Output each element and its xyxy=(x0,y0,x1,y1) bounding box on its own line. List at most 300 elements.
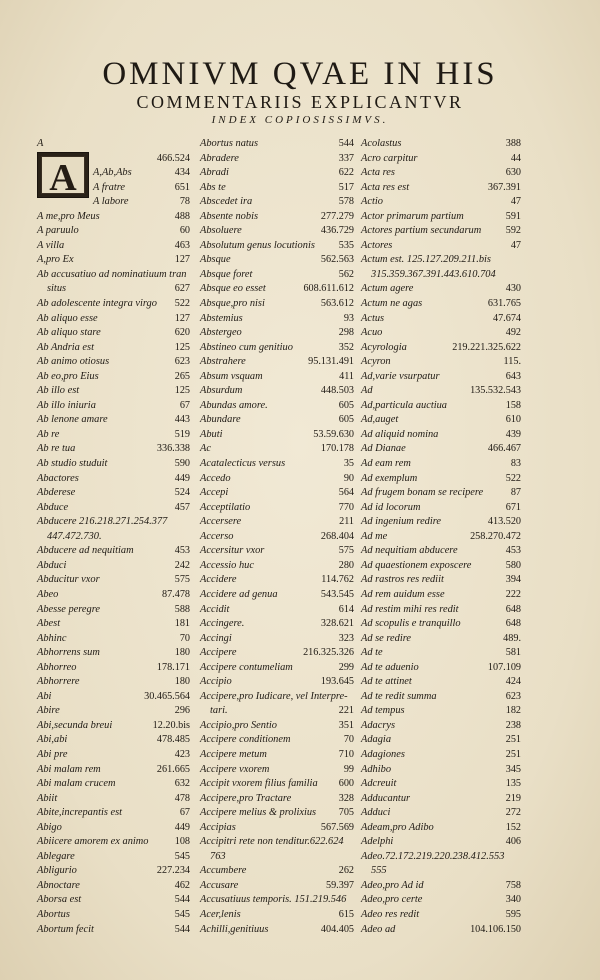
index-entry xyxy=(361,166,521,181)
index-term: Actus xyxy=(361,312,385,324)
page-reference: 466.524 xyxy=(156,152,190,164)
index-term: Abire xyxy=(37,705,60,717)
index-entry xyxy=(200,806,354,821)
page-reference: 328.621 xyxy=(320,618,354,630)
index-term: Abortus natus xyxy=(200,138,259,149)
index-term: Accipit vxorem filius familia xyxy=(200,778,318,790)
page-reference: 466.467 xyxy=(487,443,521,455)
index-entry xyxy=(361,835,521,850)
index-entry xyxy=(37,312,190,327)
index-entry xyxy=(37,850,190,865)
index-entry xyxy=(37,806,190,821)
index-entry xyxy=(37,486,190,501)
page-reference: 563.612 xyxy=(320,298,354,310)
page-reference: 575 xyxy=(174,574,190,586)
page-reference: 107.109 xyxy=(487,661,521,673)
drop-cap-letter: A xyxy=(49,157,77,199)
index-entry xyxy=(200,137,354,152)
index-term: Accipere metum xyxy=(200,748,267,760)
page-reference: 449 xyxy=(174,472,190,484)
index-entry xyxy=(361,763,521,778)
index-entry xyxy=(361,675,521,690)
index-entry xyxy=(361,646,521,661)
index-term: Ab illo iniuria xyxy=(37,399,96,411)
page-reference: 70 xyxy=(179,632,190,644)
page-reference: 406 xyxy=(505,836,521,848)
index-term: Actor primarum partium xyxy=(361,210,464,222)
index-term: Absque,pro nisi xyxy=(200,298,265,310)
index-term: Abducere 216.218.271.254.377 xyxy=(37,516,168,528)
page-reference: 581 xyxy=(505,647,521,659)
index-term: Actio xyxy=(361,196,383,208)
index-entry xyxy=(37,646,190,661)
page-reference: 127 xyxy=(174,312,190,324)
index-term: Ad scopulis e tranquillo xyxy=(361,618,461,630)
index-term: Ad te aduenio xyxy=(361,661,419,673)
index-entry xyxy=(37,661,190,676)
index-term: Adelphi xyxy=(361,836,394,848)
page-reference: 219.221.325.622 xyxy=(452,341,521,353)
index-term: Accipere vxorem xyxy=(200,763,270,775)
index-entry xyxy=(37,442,190,457)
index-term: Ad rem auidum esse xyxy=(361,588,445,600)
index-entry xyxy=(361,253,521,268)
page-reference: 93 xyxy=(343,312,354,324)
index-term: Ab animo otiosus xyxy=(37,356,110,368)
page-reference: 242 xyxy=(174,559,190,571)
index-term: Ab eo,pro Eius xyxy=(37,370,99,382)
index-entry xyxy=(37,530,190,545)
page-reference: 492 xyxy=(505,327,521,339)
index-entry xyxy=(200,166,354,181)
index-entry xyxy=(37,195,190,210)
page-reference: 453 xyxy=(505,545,521,557)
index-term: Achilli,genitiuus xyxy=(200,923,269,935)
index-term: Abducere ad nequitiam xyxy=(37,545,134,557)
page-reference: 608.611.612 xyxy=(303,283,354,295)
page-reference: 600 xyxy=(338,778,354,790)
page-reference: 478 xyxy=(174,792,190,804)
index-term: Ac xyxy=(200,443,211,455)
title-line-3: INDEX COPIOSISSIMVS. xyxy=(211,114,389,126)
index-entry xyxy=(200,690,354,705)
index-entry xyxy=(37,457,190,472)
index-entry xyxy=(37,210,190,225)
page-reference: 562.563 xyxy=(320,254,354,266)
index-column-3 xyxy=(361,137,521,937)
index-entry xyxy=(37,864,190,879)
page-reference: 623 xyxy=(174,356,190,368)
index-entry xyxy=(200,224,354,239)
index-term: Acceptilatio xyxy=(200,501,251,513)
index-term: Ad rastros res rediit xyxy=(361,574,444,586)
index-entry xyxy=(37,166,190,181)
index-entry xyxy=(200,719,354,734)
index-entry xyxy=(200,792,354,807)
index-entry xyxy=(37,297,190,312)
page-reference: 104.106.150 xyxy=(470,923,521,935)
index-entry xyxy=(200,370,354,385)
page-reference: 648 xyxy=(505,603,521,615)
page-reference: 262 xyxy=(338,865,354,877)
page-reference: 222 xyxy=(505,588,521,600)
index-term: Ab accusatiuo ad nominatiuum tran xyxy=(37,268,187,280)
page-reference: 127 xyxy=(174,254,190,266)
index-term: Acolastus xyxy=(361,138,402,149)
index-entry xyxy=(37,675,190,690)
index-entry xyxy=(200,312,354,327)
index-entry xyxy=(361,617,521,632)
index-term: Ad restim mihi res redit xyxy=(361,603,459,615)
index-entry xyxy=(361,181,521,196)
index-entry xyxy=(200,908,354,923)
index-term: A,pro Ex xyxy=(37,254,74,266)
page-reference: 272 xyxy=(505,807,521,819)
page-reference: 449 xyxy=(174,821,190,833)
index-term: Absque eo esset xyxy=(200,283,266,295)
index-entry xyxy=(361,195,521,210)
page-reference: 221 xyxy=(338,705,354,717)
page-reference: 47.674 xyxy=(492,312,521,324)
index-term: Abstemius xyxy=(200,312,243,324)
page-reference: 453 xyxy=(174,545,190,557)
page-reference: 436.729 xyxy=(320,225,354,237)
index-entry xyxy=(37,733,190,748)
index-term: Absque foret xyxy=(200,268,253,280)
index-entry xyxy=(200,355,354,370)
page-reference: 610 xyxy=(505,414,521,426)
index-term: Accipere xyxy=(200,647,237,659)
index-term: Adeo.72.172.219.220.238.412.553 xyxy=(361,850,505,862)
index-entry xyxy=(361,603,521,618)
index-term: Accersitur vxor xyxy=(200,545,265,557)
page-reference: 489. xyxy=(503,632,521,644)
index-term: Accingere. xyxy=(200,618,245,630)
index-term: Ad,varie vsurpatur xyxy=(361,370,440,382)
index-entry xyxy=(200,239,354,254)
index-term: Accedo xyxy=(200,472,231,484)
index-term: Abortum fecit xyxy=(37,923,94,935)
page-reference: 67 xyxy=(179,399,190,411)
index-entry xyxy=(361,210,521,225)
page-reference: 261.665 xyxy=(156,763,190,775)
index-entry xyxy=(200,501,354,516)
index-term: Absolutum genus locutionis xyxy=(200,239,315,251)
page-reference: 544 xyxy=(174,923,190,935)
index-entry xyxy=(37,224,190,239)
index-entry xyxy=(200,617,354,632)
page-reference: 299 xyxy=(338,661,354,673)
index-term: Abi pre xyxy=(37,748,68,760)
page-reference: 219 xyxy=(505,792,521,804)
index-term: Ad quaestionem exposcere xyxy=(361,559,472,571)
page-reference: 462 xyxy=(174,879,190,891)
index-term: Abite,increpantis est xyxy=(37,807,123,819)
index-term: Adagia xyxy=(361,734,392,746)
page-reference: 595 xyxy=(505,908,521,920)
page-reference: 298 xyxy=(338,327,354,339)
index-term: Abeo xyxy=(37,588,59,600)
index-entry xyxy=(37,472,190,487)
page-reference: 258.270.472 xyxy=(470,530,521,542)
index-entry xyxy=(37,777,190,792)
index-entry xyxy=(37,152,190,167)
index-entry xyxy=(200,399,354,414)
index-entry xyxy=(361,792,521,807)
index-entry xyxy=(37,704,190,719)
page-reference: 522 xyxy=(174,298,190,310)
index-entry xyxy=(200,704,354,719)
page-reference: 44 xyxy=(510,152,521,164)
index-entry xyxy=(361,661,521,676)
index-entry xyxy=(361,806,521,821)
page-reference: 30.465.564 xyxy=(144,690,190,702)
index-term: Accipere,pro Tractare xyxy=(200,792,292,804)
index-term: Accepi xyxy=(200,487,229,499)
index-entry xyxy=(37,821,190,836)
index-entry xyxy=(361,428,521,443)
page-reference: 544 xyxy=(338,138,354,149)
page-reference: 351 xyxy=(338,719,354,731)
page-reference: 478.485 xyxy=(156,734,190,746)
page-reference: 488 xyxy=(174,210,190,222)
index-term: Accumbere xyxy=(200,865,247,877)
page-reference: 545 xyxy=(174,850,190,862)
index-term: Ab adolescente integra virgo xyxy=(37,298,157,310)
index-term: Accipere melius & prolixius xyxy=(200,807,317,819)
page-reference: 83 xyxy=(510,458,521,470)
page-reference: 545 xyxy=(174,908,190,920)
index-term: Adacrys xyxy=(361,719,396,731)
index-term: Ad me xyxy=(361,530,388,542)
index-entry xyxy=(200,646,354,661)
index-term: situs xyxy=(47,283,67,295)
index-entry xyxy=(361,472,521,487)
page-reference: 592 xyxy=(505,225,521,237)
index-entry xyxy=(200,544,354,559)
index-term: Ad se redire xyxy=(361,632,412,644)
index-entry xyxy=(200,282,354,297)
index-entry xyxy=(37,341,190,356)
index-entry xyxy=(200,748,354,763)
index-term: Accessio huc xyxy=(200,559,254,571)
index-term: Actores xyxy=(361,239,393,251)
index-term: Accidit xyxy=(200,603,230,615)
index-term: Abligurio xyxy=(37,865,77,877)
page-reference: 47 xyxy=(510,196,521,208)
index-entry xyxy=(37,923,190,938)
index-term: Abortus xyxy=(37,908,70,920)
page-reference: 535 xyxy=(338,239,354,251)
page-reference: 35 xyxy=(343,458,354,470)
index-term: Ad te redit summa xyxy=(361,690,437,702)
page-reference: 53.59.630 xyxy=(313,428,354,440)
index-entry xyxy=(200,181,354,196)
page-reference: 517 xyxy=(338,181,354,193)
index-entry xyxy=(200,835,354,850)
page-reference: 651 xyxy=(174,181,190,193)
index-entry xyxy=(37,413,190,428)
index-term: Acro carpitur xyxy=(361,152,418,164)
index-term: Accipio xyxy=(200,676,232,688)
page-reference: 99 xyxy=(343,763,354,775)
index-entry xyxy=(361,457,521,472)
page-reference: 543.545 xyxy=(320,588,354,600)
index-term: Aborsa est xyxy=(37,894,82,906)
page-reference: 580 xyxy=(505,559,521,571)
index-term: Acta res est xyxy=(361,181,410,193)
index-term: 315.359.367.391.443.610.704 xyxy=(371,268,496,280)
index-entry xyxy=(200,253,354,268)
index-term: Ad,auget xyxy=(361,414,399,426)
index-term: Accipere conditionem xyxy=(200,734,291,746)
index-entry xyxy=(200,326,354,341)
index-entry xyxy=(200,442,354,457)
index-entry xyxy=(200,515,354,530)
index-term: Absoluere xyxy=(200,225,242,237)
index-entry xyxy=(200,428,354,443)
page-reference: 227.234 xyxy=(156,865,190,877)
index-entry xyxy=(37,399,190,414)
index-entry xyxy=(361,312,521,327)
index-term: Abnoctare xyxy=(37,879,80,891)
index-entry xyxy=(200,268,354,283)
index-entry xyxy=(37,282,190,297)
page-reference: 424 xyxy=(505,676,521,688)
index-entry xyxy=(361,632,521,647)
page-reference: 519 xyxy=(174,428,190,440)
index-entry xyxy=(200,573,354,588)
index-entry xyxy=(37,355,190,370)
index-entry xyxy=(200,850,354,865)
index-entry xyxy=(37,690,190,705)
index-term: Absurdum xyxy=(200,385,243,397)
page-reference: 631.765 xyxy=(487,298,521,310)
index-entry xyxy=(200,893,354,908)
index-term: Ad nequitiam abducere xyxy=(361,545,458,557)
index-entry xyxy=(361,923,521,938)
index-term: Adeo res redit xyxy=(361,908,420,920)
index-entry xyxy=(37,253,190,268)
page-reference: 181 xyxy=(174,618,190,630)
index-entry xyxy=(361,370,521,385)
index-term: Abstergeo xyxy=(200,327,242,339)
index-term: Abhorreo xyxy=(37,661,77,673)
index-entry xyxy=(37,763,190,778)
page-reference: 632 xyxy=(174,778,190,790)
page-reference: 623 xyxy=(505,690,521,702)
index-entry xyxy=(37,588,190,603)
index-entry xyxy=(200,632,354,647)
index-entry xyxy=(200,457,354,472)
index-term: Abigo xyxy=(37,821,62,833)
index-term: Adduci xyxy=(361,807,391,819)
page-reference: 567.569 xyxy=(320,821,354,833)
index-entry xyxy=(200,879,354,894)
index-entry xyxy=(200,864,354,879)
page-reference: 622 xyxy=(338,167,354,179)
page-reference: 337 xyxy=(338,152,354,164)
page-reference: 277.279 xyxy=(320,210,354,222)
index-term: Ab aliquo esse xyxy=(37,312,98,324)
index-term: Ad,particula auctiua xyxy=(361,399,448,411)
index-term: Actum agere xyxy=(361,283,414,295)
index-term: Abesse peregre xyxy=(37,603,100,615)
index-entry xyxy=(37,879,190,894)
index-term: Accingi xyxy=(200,632,232,644)
index-entry xyxy=(200,661,354,676)
index-entry xyxy=(361,486,521,501)
index-entry xyxy=(361,137,521,152)
index-term: A fratre xyxy=(93,181,126,193)
index-entry xyxy=(37,137,190,152)
index-term: Adeo,pro certe xyxy=(361,894,423,906)
index-entry xyxy=(200,210,354,225)
index-term: tari. xyxy=(210,705,228,717)
index-entry xyxy=(361,559,521,574)
page-header xyxy=(0,56,600,127)
index-entry xyxy=(37,573,190,588)
page-reference: 591 xyxy=(505,210,521,222)
page-reference: 404.405 xyxy=(320,923,354,935)
page-reference: 588 xyxy=(174,603,190,615)
page-reference: 614 xyxy=(338,603,354,615)
page-reference: 630 xyxy=(505,167,521,179)
index-entry xyxy=(361,908,521,923)
index-entry xyxy=(200,675,354,690)
page-reference: 182 xyxy=(505,705,521,717)
index-term: Adhibo xyxy=(361,763,392,775)
index-term: Abest xyxy=(37,618,61,630)
page-reference: 180 xyxy=(174,676,190,688)
page-reference: 578 xyxy=(338,196,354,208)
index-term: Actum ne agas xyxy=(361,298,423,310)
index-term: Ab aliquo stare xyxy=(37,327,101,339)
page-reference: 78 xyxy=(179,196,190,208)
index-entry xyxy=(361,341,521,356)
title-line-1: OMNIVM QVAE IN HIS xyxy=(102,56,498,92)
page-reference: 758 xyxy=(505,879,521,891)
index-term: Abi,abi xyxy=(37,734,68,746)
index-entry xyxy=(37,603,190,618)
page-reference: 125 xyxy=(174,385,190,397)
index-entry xyxy=(37,617,190,632)
index-entry xyxy=(37,515,190,530)
index-entry xyxy=(37,748,190,763)
index-entry xyxy=(200,152,354,167)
index-term: Accipitri rete non tenditur.622.624 xyxy=(200,836,344,848)
index-term: Abi,secunda breui xyxy=(37,719,113,731)
page-reference: 605 xyxy=(338,414,354,426)
page-reference: 643 xyxy=(505,370,521,382)
page-reference: 627 xyxy=(174,283,190,295)
index-entry xyxy=(200,777,354,792)
index-term: Abradere xyxy=(200,152,239,164)
page-reference: 615 xyxy=(338,908,354,920)
page-reference: 251 xyxy=(505,748,521,760)
page-reference: 564 xyxy=(338,487,354,499)
index-entry xyxy=(37,181,190,196)
index-term: Abs te xyxy=(200,181,226,193)
index-term: Ab re xyxy=(37,428,60,440)
index-entry xyxy=(200,413,354,428)
index-entry xyxy=(361,573,521,588)
page-reference: 70 xyxy=(343,734,354,746)
index-entry xyxy=(361,588,521,603)
index-entry xyxy=(361,850,521,865)
page-reference: 671 xyxy=(505,501,521,513)
index-entry xyxy=(37,559,190,574)
